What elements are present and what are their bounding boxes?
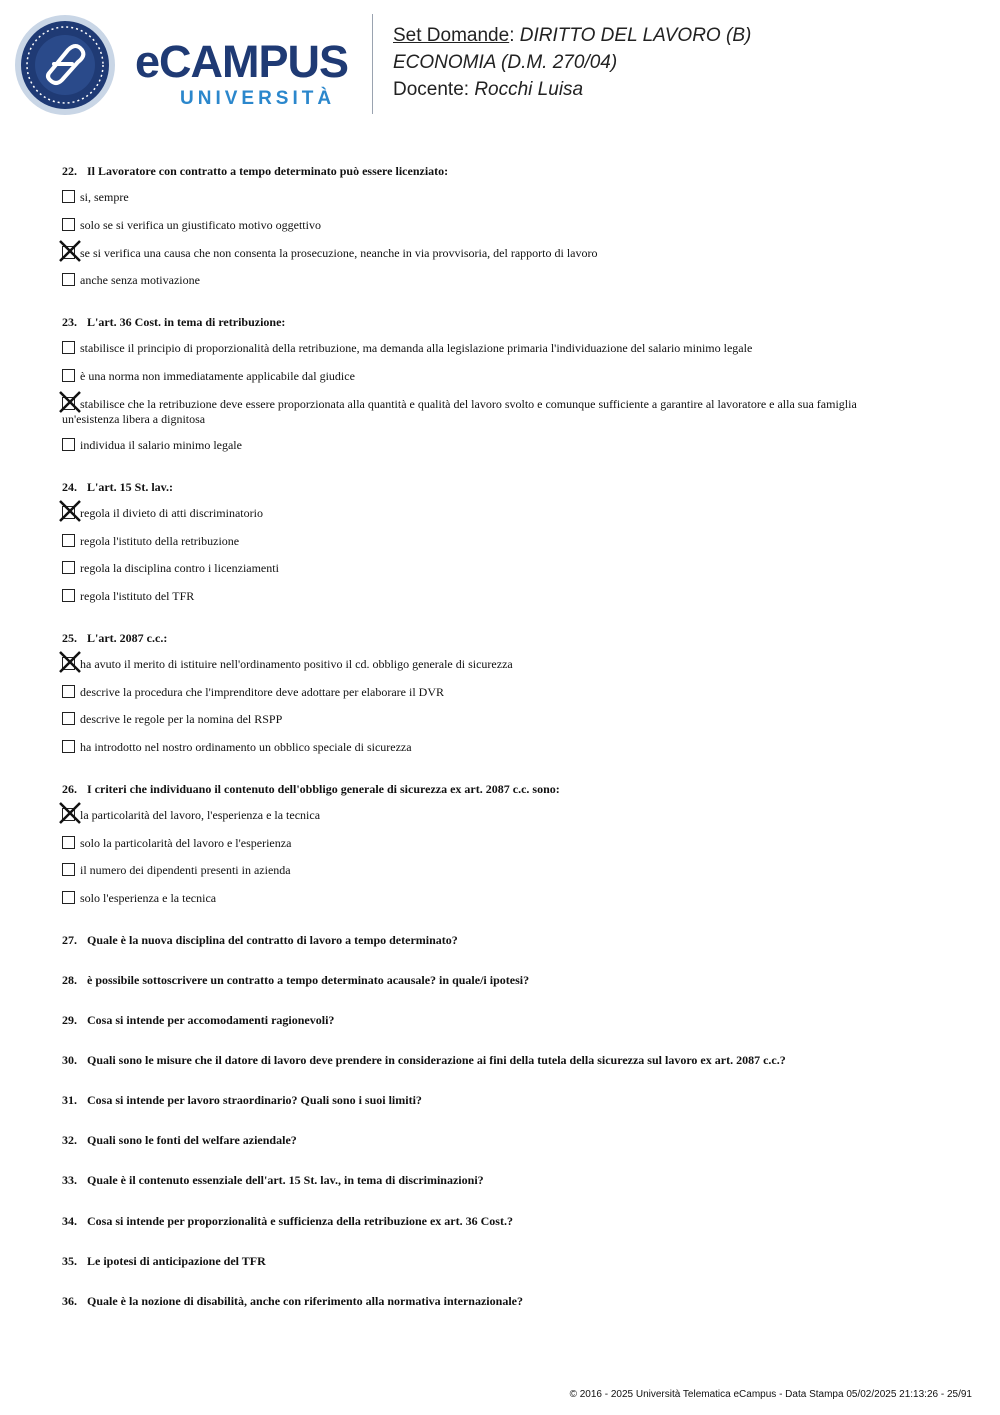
checkbox[interactable] [62, 341, 75, 354]
answer-option[interactable]: individua il salario minimo legale [62, 438, 902, 453]
answer-option[interactable]: solo l'esperienza e la tecnica [62, 891, 902, 906]
cross-mark-icon [58, 390, 82, 414]
open-question: 29. Cosa si intende per accomodamenti ragionevoli? [62, 1013, 335, 1027]
header-divider [372, 14, 373, 114]
brand-name: eCAMPUS [135, 36, 349, 87]
checkbox[interactable] [62, 369, 75, 382]
checkbox[interactable] [62, 891, 75, 904]
header-meta [393, 22, 751, 103]
answer-option[interactable]: regola il divieto di atti discriminatorio [62, 506, 902, 521]
answer-option[interactable]: ha introdotto nel nostro ordinamento un obblico speciale di sicurezza [62, 740, 902, 755]
checkbox[interactable] [62, 438, 75, 451]
question-title: 22. Il Lavoratore con contratto a tempo determinato può essere licenziato: [62, 164, 449, 178]
answer-option[interactable]: si, sempre [62, 190, 902, 205]
cross-mark-icon [58, 650, 82, 674]
question-title: 23. L'art. 36 Cost. in tema di retribuzione: [62, 315, 286, 329]
subject-line-1: Set Domande: DIRITTO DEL LAVORO (B) [393, 25, 752, 46]
page-header [0, 0, 1000, 130]
teacher-label: Docente: [393, 79, 470, 100]
brand-wordmark [135, 38, 365, 114]
checkbox[interactable] [62, 534, 75, 547]
question-title: 25. L'art. 2087 c.c.: [62, 631, 168, 645]
subject-course: ECONOMIA (D.M. 270/04) [393, 52, 618, 73]
set-label: Set Domande [393, 25, 510, 46]
page-footer: © 2016 - 2025 Università Telematica eCampus - Data Stampa 05/02/2025 21:13:26 - 25/91 [569, 1389, 972, 1400]
open-question: 36. Quale è la nozione di disabilità, anche con riferimento alla normativa internazionale? [62, 1294, 523, 1308]
checkbox[interactable] [62, 863, 75, 876]
answer-option[interactable]: ha avuto il merito di istituire nell'ordinamento positivo il cd. obbligo generale di sicurezza [62, 657, 902, 672]
checkbox[interactable] [62, 685, 75, 698]
answer-option[interactable]: anche senza motivazione [62, 273, 902, 288]
answer-option[interactable]: solo la particolarità del lavoro e l'esperienza [62, 836, 902, 851]
answer-option[interactable]: è una norma non immediatamente applicabile dal giudice [62, 369, 902, 384]
checkbox[interactable] [62, 561, 75, 574]
subject-line-2 [393, 49, 751, 76]
open-question: 33. Quale è il contenuto essenziale dell'art. 15 St. lav., in tema di discriminazioni? [62, 1173, 484, 1187]
cross-mark-icon [58, 499, 82, 523]
answer-option[interactable]: descrive le regole per la nomina del RSPP [62, 712, 902, 727]
answer-option[interactable]: stabilisce il principio di proporzionalità della retribuzione, ma demanda alla legislazione primaria l'individuazione del salario minimo legale [62, 341, 902, 356]
open-question: 28. è possibile sottoscrivere un contratto a tempo determinato acausale? in quale/i ipotesi? [62, 973, 530, 987]
question-title: 24. L'art. 15 St. lav.: [62, 480, 173, 494]
question-title: 26. I criteri che individuano il contenuto dell'obbligo generale di sicurezza ex art. 2087 c.c. sono: [62, 782, 560, 796]
open-question: 35. Le ipotesi di anticipazione del TFR [62, 1254, 266, 1268]
answer-option[interactable]: stabilisce che la retribuzione deve essere proporzionata alla quantità e qualità del lavoro svolto e comunque sufficiente a garantire al lavoratore e alla sua famiglia un'esistenza libera a dignitosa [62, 397, 892, 427]
checkbox[interactable] [62, 190, 75, 203]
answer-option[interactable]: il numero dei dipendenti presenti in azienda [62, 863, 902, 878]
answer-option[interactable]: regola la disciplina contro i licenziamenti [62, 561, 902, 576]
open-question: 34. Cosa si intende per proporzionalità e sufficienza della retribuzione ex art. 36 Cost.? [62, 1214, 513, 1228]
answer-option[interactable]: descrive la procedura che l'imprenditore deve adottare per elaborare il DVR [62, 685, 902, 700]
teacher-line [393, 76, 751, 103]
checkbox[interactable] [62, 218, 75, 231]
answer-option[interactable]: la particolarità del lavoro, l'esperienza e la tecnica [62, 808, 902, 823]
checkbox[interactable] [62, 273, 75, 286]
checkbox[interactable] [62, 589, 75, 602]
open-question: 30. Quali sono le misure che il datore di lavoro deve prendere in considerazione ai fini della tutela della sicurezza sul lavoro ex art. 2087 c.c.? [62, 1053, 786, 1067]
open-question: 27. Quale è la nuova disciplina del contratto di lavoro a tempo determinato? [62, 933, 458, 947]
checkbox[interactable] [62, 740, 75, 753]
answer-option[interactable]: se si verifica una causa che non consenta la prosecuzione, neanche in via provvisoria, del rapporto di lavoro [62, 246, 902, 261]
subject-title: DIRITTO DEL LAVORO (B) [519, 25, 752, 46]
teacher-name: Rocchi Luisa [474, 79, 584, 100]
ecampus-logo-icon [14, 14, 116, 116]
open-question: 32. Quali sono le fonti del welfare aziendale? [62, 1133, 297, 1147]
answer-option[interactable]: regola l'istituto del TFR [62, 589, 902, 604]
cross-mark-icon [58, 801, 82, 825]
answer-option[interactable]: regola l'istituto della retribuzione [62, 534, 902, 549]
brand-subtitle: UNIVERSITÀ [180, 88, 336, 109]
answer-option[interactable]: solo se si verifica un giustificato motivo oggettivo [62, 218, 902, 233]
checkbox[interactable] [62, 712, 75, 725]
cross-mark-icon [58, 239, 82, 263]
checkbox[interactable] [62, 836, 75, 849]
open-question: 31. Cosa si intende per lavoro straordinario? Quali sono i suoi limiti? [62, 1093, 422, 1107]
